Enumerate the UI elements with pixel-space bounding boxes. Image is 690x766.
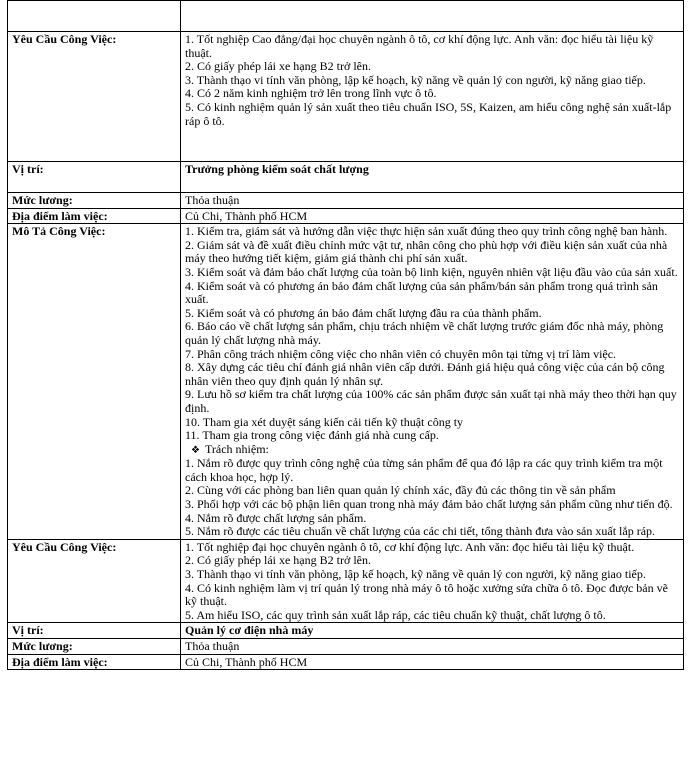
salary-label: Mức lương: <box>8 639 181 655</box>
list-item: 3. Thành thạo vi tính văn phòng, lập kế hoạch, kỹ năng về quản lý con người, kỹ năng giao tiếp. <box>185 72 646 87</box>
position-value: Quản lý cơ điện nhà máy <box>181 623 684 639</box>
requirements-label: Yêu Cầu Công Việc: <box>8 32 181 162</box>
list-item: 1. Kiểm tra, giám sát và hướng dẫn việc thực hiện sản xuất đúng theo quy trình công nghệ ban hành. <box>185 224 668 239</box>
job-listing-table <box>7 0 684 670</box>
position-label: Vị trí: <box>8 162 181 193</box>
list-item: 5. Nắm rõ được các tiêu chuẩn về chất lượng của các chi tiết, tổng thành đưa vào sản xuất lắp ráp. <box>185 524 656 539</box>
list-item: 3. Kiểm soát và đảm bảo chất lượng của toàn bộ linh kiện, nguyên nhiên vật liệu đầu vào của sản xuất. <box>185 264 678 279</box>
list-item: 7. Phân công trách nhiệm công việc cho nhân viên có chuyên môn tại từng vị trí làm việc. <box>185 346 617 361</box>
position-value: Trưởng phòng kiểm soát chất lượng <box>181 162 684 193</box>
list-item: 6. Báo cáo về chất lượng sản phẩm, chịu trách nhiệm về chất lượng trước giám đốc nhà máy, phòng quản lý chất lượng nhà máy. <box>185 319 664 347</box>
description-row <box>8 224 684 540</box>
position-label: Vị trí: <box>8 623 181 639</box>
salary-row-1 <box>8 193 684 209</box>
salary-label: Mức lương: <box>8 193 181 209</box>
description-list <box>181 224 684 540</box>
salary-value: Thỏa thuận <box>181 639 684 655</box>
list-item: 1. Tốt nghiệp Cao đẳng/đại học chuyên ngành ô tô, cơ khí động lực. Anh văn: đọc hiểu tài liệu kỹ thuật. <box>185 32 654 60</box>
requirements-list-2 <box>181 539 684 623</box>
list-item: 3. Phối hợp với các bộ phận liên quan trong nhà máy đảm bảo chất lượng sản phẩm cũng như tiến độ. <box>185 497 673 512</box>
empty-value-cell <box>181 1 684 32</box>
list-item: 9. Lưu hồ sơ kiểm tra chất lượng của 100% các sản phẩm được sản xuất tại nhà máy theo thời hạn quy định. <box>185 387 677 415</box>
list-item: 2. Giám sát và đề xuất điều chỉnh mức vật tư, nhân công cho phù hợp với điều kiện sản xuất của nhà máy theo hướng tiết kiệm, giảm giá thành chi phí sản xuất. <box>185 237 668 266</box>
list-item: 4. Kiểm soát và có phương án bảo đảm chất lượng của sản phẩm/bán sản phẩm trong quá trình sản xuất. <box>185 278 658 307</box>
requirements-list-1 <box>181 32 684 162</box>
requirements-row-2 <box>8 539 684 623</box>
list-item: 1. Tốt nghiệp đại học chuyên ngành ô tô, cơ khí động lực. Anh văn: đọc hiểu tài liệu kỹ thuật. <box>185 539 635 554</box>
empty-top-row <box>8 1 684 32</box>
list-item: 4. Có kinh nghiệm làm vị trí quản lý trong nhà máy ô tô hoặc xưởng sửa chữa ô tô. Đọc được bản vẽ kỹ thuật. <box>185 580 668 609</box>
responsibility-heading <box>185 443 679 458</box>
location-value: Củ Chi, Thành phố HCM <box>181 208 684 224</box>
list-item: 5. Kiểm soát và có phương án bảo đảm chất lượng đầu ra của thành phẩm. <box>185 305 542 320</box>
location-value: Củ Chi, Thành phố HCM <box>181 654 684 670</box>
list-item: 2. Có giấy phép lái xe hạng B2 trở lên. <box>185 553 371 568</box>
requirements-row-1 <box>8 32 684 162</box>
location-label: Địa điểm làm việc: <box>8 654 181 670</box>
diamond-bullet-icon: ❖ <box>191 444 200 456</box>
list-item: 8. Xây dựng các tiêu chí đánh giá nhân viên cấp dưới. Đánh giá hiệu quả công việc của cán bộ công nhân viên theo quy định quản lý nhân sự. <box>185 360 665 388</box>
location-label: Địa điểm làm việc: <box>8 208 181 224</box>
list-item: 5. Có kinh nghiệm quản lý sản xuất theo tiêu chuẩn ISO, 5S, Kaizen, am hiểu công nghệ sản xuất-lắp ráp ô tô. <box>185 99 672 128</box>
responsibility-heading-text: Trách nhiệm: <box>205 441 269 456</box>
location-row-2 <box>8 654 684 670</box>
list-item: 3. Thành thạo vi tính văn phòng, lập kế hoạch, kỹ năng về quản lý con người, kỹ năng giao tiếp. <box>185 567 646 582</box>
position-row-2 <box>8 623 684 639</box>
list-item: 5. Am hiểu ISO, các quy trình sản xuất lắp ráp, các tiêu chuẩn kỹ thuật, chất lượng ô tô. <box>185 607 606 622</box>
salary-row-2 <box>8 639 684 655</box>
list-item: 2. Có giấy phép lái xe hạng B2 trở lên. <box>185 59 371 74</box>
list-item: 10. Tham gia xét duyệt sáng kiến cải tiến kỹ thuật công ty <box>185 414 464 429</box>
salary-value: Thỏa thuận <box>181 193 684 209</box>
list-item: 4. Có 2 năm kinh nghiệm trở lên trong lĩnh vực ô tô. <box>185 86 437 101</box>
list-item: 4. Nắm rõ được chất lượng sản phẩm. <box>185 510 367 525</box>
list-item: 1. Nắm rõ được quy trình công nghệ của từng sản phẩm để qua đó lập ra các quy trình kiểm tra một cách khoa học, hợp lý. <box>185 456 663 484</box>
list-item: 11. Tham gia trong công việc đánh giá nhà cung cấp. <box>185 428 439 443</box>
empty-label-cell <box>8 1 181 32</box>
description-label: Mô Tả Công Việc: <box>8 224 181 540</box>
list-item: 2. Cùng với các phòng ban liên quan quản lý chính xác, đầy đủ các thông tin về sản phẩm <box>185 483 616 498</box>
requirements-label: Yêu Cầu Công Việc: <box>8 539 181 623</box>
position-row-1 <box>8 162 684 193</box>
location-row-1 <box>8 208 684 224</box>
